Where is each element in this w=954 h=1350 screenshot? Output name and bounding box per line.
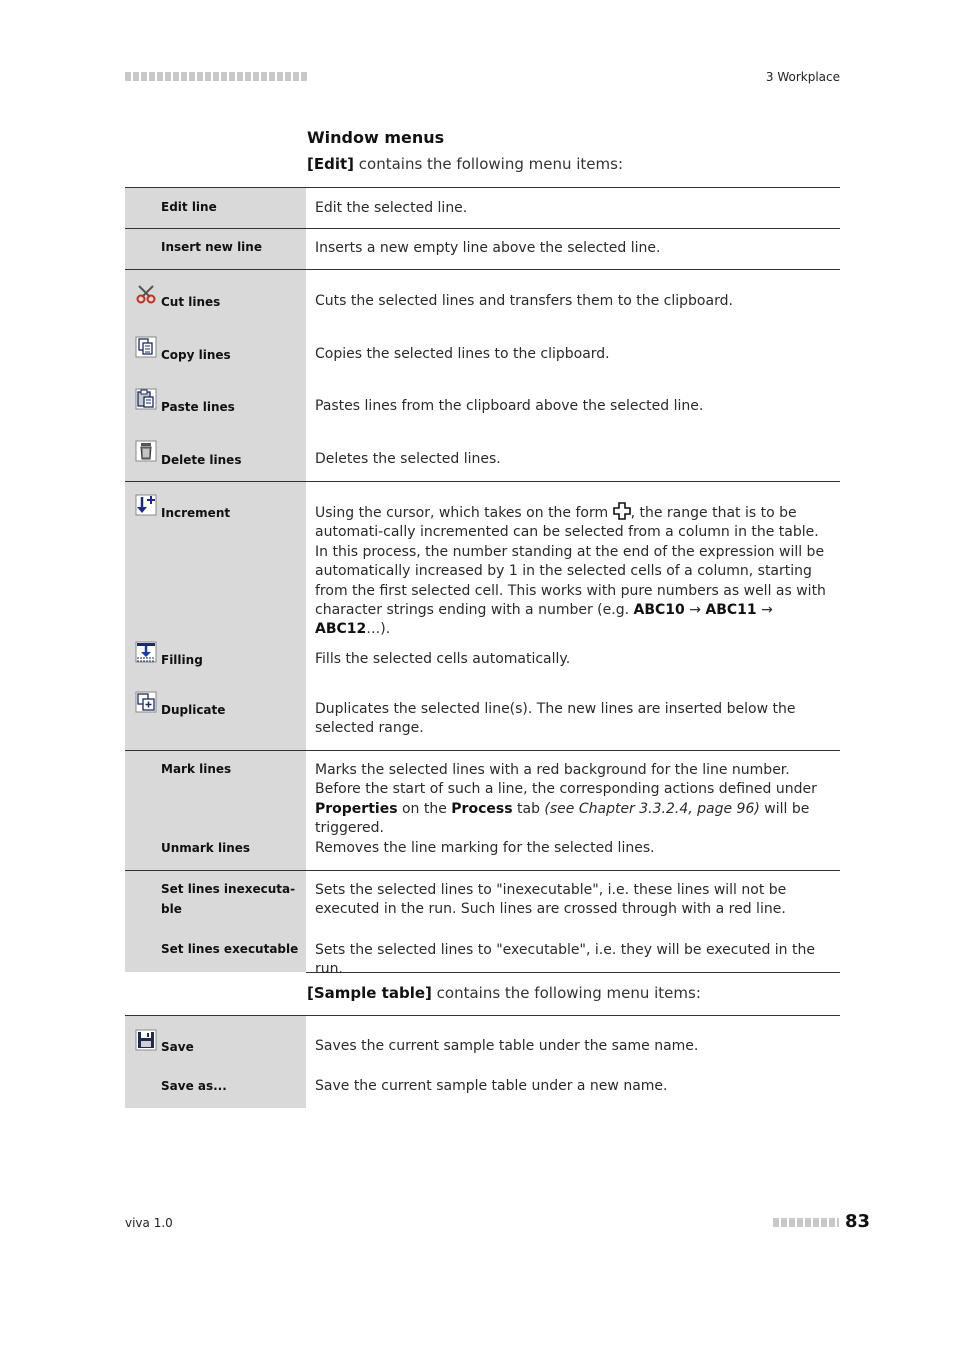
increment-desc-part-1: Using the cursor, which takes on the form (315, 505, 613, 521)
increment-arrow-1: → (684, 602, 706, 619)
floppy-disk-icon (135, 1029, 157, 1051)
sample-table-menu-name: [Sample table] (307, 984, 432, 1002)
mark-lines-process: Process (451, 800, 513, 817)
edit-menu-intro (307, 155, 623, 173)
sample-table-menu-intro (307, 984, 701, 1002)
increment-example-3: ABC12 (315, 621, 367, 638)
copy-icon (135, 336, 157, 358)
table-row-duplicate (125, 681, 840, 751)
scissors-icon (135, 283, 157, 305)
item-desc-delete-lines: Deletes the selected lines. (315, 451, 501, 467)
item-desc-paste-lines: Pastes lines from the clipboard above the selected line. (315, 398, 704, 414)
table-row-paste-lines (125, 376, 840, 429)
increment-arrow-2: → (756, 602, 773, 619)
item-label-delete-lines: Delete lines (161, 453, 242, 467)
item-label-save: Save (161, 1040, 194, 1054)
item-desc-mark-lines (315, 761, 836, 839)
edit-menu-table (125, 187, 840, 978)
mark-lines-desc-part-4: will be triggered. (315, 800, 810, 837)
table-row-save-as (125, 1068, 840, 1108)
duplicate-icon (135, 691, 157, 713)
header-decoration (125, 72, 307, 81)
item-label-mark-lines: Mark lines (161, 762, 232, 776)
item-label-duplicate: Duplicate (161, 703, 226, 717)
table-row-insert-new-line (125, 229, 840, 270)
table-row-copy-lines (125, 323, 840, 376)
crosshair-cursor-icon (613, 502, 631, 520)
item-label-edit-line: Edit line (161, 200, 217, 214)
paste-icon (135, 388, 157, 410)
item-desc-set-inexecutable: Sets the selected lines to "inexecutable", i.e. these lines will not be executed in the run. Such lines are crossed through with a red line. (315, 882, 787, 918)
item-desc-edit-line: Edit the selected line. (315, 200, 468, 216)
running-header-chapter: 3 Workplace (765, 70, 840, 84)
edit-menu-intro-text: contains the following menu items: (354, 155, 624, 173)
mark-lines-desc-part-1: Marks the selected lines with a red background for the line number. Before the start of such a line, the corresponding actions defined under (315, 762, 817, 798)
item-label-copy-lines: Copy lines (161, 348, 231, 362)
item-desc-insert-new-line: Inserts a new empty line above the selected line. (315, 240, 661, 256)
mark-lines-properties: Properties (315, 800, 398, 817)
increment-desc-part-2: , the range that is to be automati-cally incremented can be selected from a column in the table. In this process, the number standing at the end of the expression will be automatically increased by 1 in the selected cells of a column, starting from the first selected cell. This works with pure numbers as well as with character strings ending with a number (e.g. (315, 505, 826, 619)
set-inexecutable-label-line-1: Set lines inexecuta- (161, 882, 296, 896)
page-number: 83 (845, 1211, 871, 1232)
increment-desc-part-3: …). (366, 621, 391, 638)
table-row-cut-lines (125, 270, 840, 324)
edit-menu-name: [Edit] (307, 155, 355, 173)
set-inexecutable-label-line-2: ble (161, 902, 182, 916)
item-label-filling: Filling (161, 653, 203, 667)
sample-table-menu-table (125, 1015, 840, 1108)
sample-table-menu-intro-text: contains the following menu items: (431, 984, 701, 1002)
footer-decoration (773, 1218, 839, 1227)
item-label-insert-new-line: Insert new line (161, 240, 262, 254)
table-row-set-inexecutable (125, 871, 840, 932)
item-label-paste-lines: Paste lines (161, 400, 235, 414)
increment-example-1: ABC10 (633, 602, 685, 619)
item-desc-duplicate: Duplicates the selected line(s). The new lines are inserted below the selected range. (315, 701, 796, 737)
item-desc-save: Saves the current sample table under the same name. (315, 1038, 699, 1054)
item-desc-cut-lines: Cuts the selected lines and transfers them to the clipboard. (315, 293, 733, 309)
fill-down-icon (135, 641, 157, 663)
item-desc-unmark-lines: Removes the line marking for the selected lines. (315, 840, 655, 856)
item-label-increment: Increment (161, 506, 231, 520)
table-row-edit-line (125, 188, 840, 229)
item-label-unmark-lines: Unmark lines (161, 841, 251, 855)
item-desc-set-executable: Sets the selected lines to "executable", i.e. they will be executed in the run. (315, 942, 815, 978)
item-label-save-as: Save as... (161, 1079, 227, 1093)
item-desc-filling: Fills the selected cells automatically. (315, 651, 571, 667)
increment-example-2: ABC11 (705, 602, 757, 619)
table-row-set-executable (125, 931, 840, 972)
item-desc-increment (315, 502, 836, 640)
increment-arrow-icon (135, 494, 157, 516)
trash-icon (135, 440, 157, 462)
footer-product-version: viva 1.0 (125, 1216, 173, 1230)
mark-lines-desc-part-2: on the (397, 800, 452, 817)
item-label-cut-lines: Cut lines (161, 295, 221, 309)
item-label-set-executable: Set lines executable (161, 942, 299, 956)
mark-lines-desc-part-3: tab (512, 800, 545, 817)
item-label-set-inexecutable (161, 879, 295, 919)
item-desc-copy-lines: Copies the selected lines to the clipboard. (315, 346, 610, 362)
table-row-increment (125, 482, 840, 632)
table-row-mark-lines (125, 751, 840, 831)
chapter-reference-link[interactable]: (see Chapter 3.3.2.4, page 96) (544, 800, 760, 817)
item-desc-save-as: Save the current sample table under a new name. (315, 1078, 668, 1094)
table-row-save (125, 1016, 840, 1069)
section-title: Window menus (307, 128, 445, 147)
table-row-delete-lines (125, 429, 840, 482)
